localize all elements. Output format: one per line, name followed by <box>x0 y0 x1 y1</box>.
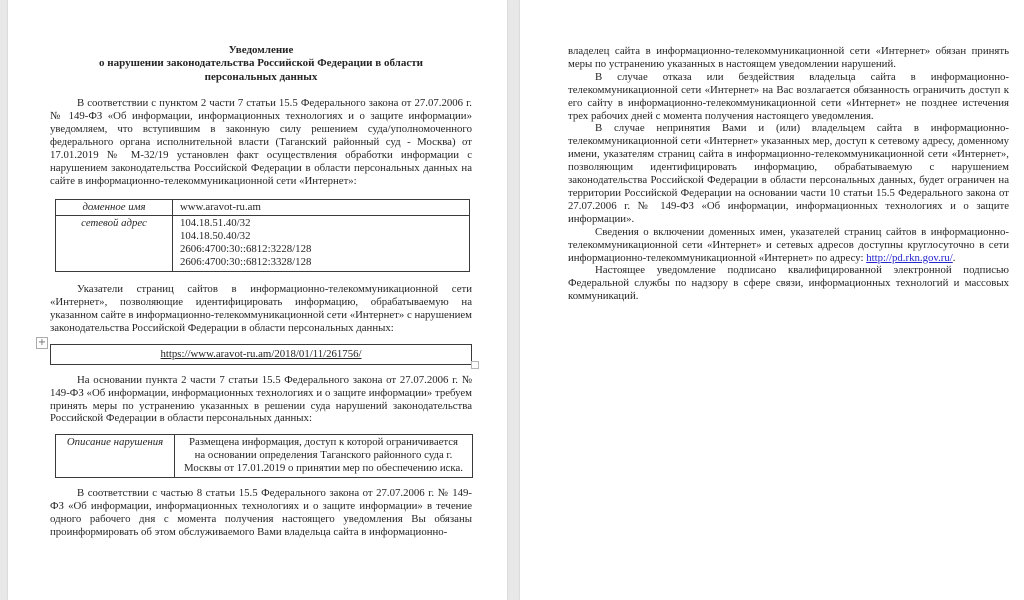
page-1 <box>8 0 507 600</box>
domain-name-label: доменное имя <box>56 199 173 216</box>
paragraph-access-restriction: В случае непринятия Вами и (или) владельцем сайта в информационно-телекоммуникационной сети «Интернет» указанных мер, доступ к сетевому адресу, доменному имени, указателям страниц сайта в информационно-телекоммуникационной сети «Интернет», позволяющим идентифицировать информацию, обрабатываемую с нарушением законодательства Российской Федерации в области персональных данных, будет ограничен на территории Российской Федерации на основании части 10 статьи 15.5 Федерального закона от 27.07.2006 г. № 149-ФЗ «Об информации, информационных технологиях и о защите информации». <box>568 122 1009 225</box>
table-move-handle-icon[interactable] <box>36 337 48 349</box>
violation-table <box>55 434 473 478</box>
page-2 <box>520 0 1024 600</box>
paragraph-signature-note: Настоящее уведомление подписано квалифицированной электронной подписью Федеральной службы по надзору в сфере связи, информационных технологий и массовых коммуникаций. <box>568 264 1009 303</box>
network-address-label: сетевой адрес <box>56 216 173 272</box>
table-row-violation <box>56 435 473 478</box>
violating-page-url-link[interactable]: https://www.aravot-ru.am/2018/01/11/261756/ <box>160 347 362 360</box>
table-row-network-address <box>56 216 470 272</box>
page-2-content <box>568 45 1009 303</box>
violation-description-label: Описание нарушения <box>56 435 175 478</box>
plus-cross-glyph: + <box>37 336 47 348</box>
url-table-cell <box>50 344 472 365</box>
paragraph-continuation: владелец сайта в информационно-телекоммуникационной сети «Интернет» обязан принять меры по устранению указанных в настоящем уведомлении нарушений. <box>568 45 1009 70</box>
violation-description-text: Размещена информация, доступ к которой ограничивается на основании определения Таганского районного суда г. Москвы от 17.01.2019 о принятии мер по обеспечению иска. <box>175 435 473 478</box>
network-address-values: 104.18.51.40/32 104.18.50.40/32 2606:4700:30::6812:3228/128 2606:4700:30::6812:3328/128 <box>173 216 470 272</box>
paragraph-demand: На основании пункта 2 части 7 статьи 15.5 Федерального закона от 27.07.2006 г. № 149-ФЗ «Об информации, информационных технологиях и о защите информации» требуем принять меры по устранению указанных в решении суда нарушений законодательства Российской Федерации в области персональных данных: <box>50 373 472 425</box>
site-info-table <box>55 199 470 273</box>
domain-name-value: www.aravot-ru.am <box>173 199 470 216</box>
paragraph-inform-owner: В соответствии с частью 8 статьи 15.5 Федерального закона от 27.07.2006 г. № 149-ФЗ «Об информации, информационных технологиях и о защите информации» в течение одного рабочего дня с момента получения настоящего уведомления Вы обязаны проинформировать об этом обслуживаемого Вами владельца сайта в информационно- <box>50 487 472 538</box>
paragraph-registry-info <box>568 226 1009 265</box>
rkn-registry-link[interactable]: http://pd.rkn.gov.ru/ <box>866 251 953 264</box>
paragraph-intro: В соответствии с пунктом 2 части 7 статьи 15.5 Федерального закона от 27.07.2006 г. № 149-ФЗ «Об информации, информационных технологиях и о защите информации» уведомляем, что вступившим в законную силу решением суда/уполномоченного федерального органа исполнительной власти (Таганский районный суд - Москва) от 17.01.2019 № М-32/19 установлен факт осуществления обработки информации с нарушением законодательства Российской Федерации в области персональных данных на сайте в информационно-телекоммуникационной сети «Интернет»: <box>50 97 472 187</box>
registry-info-text: Сведения о включении доменных имен, указателей страниц сайтов в информационно-телекоммуникационной сети «Интернет» и сетевых адресов доступны круглосуточно в сети информационно-телекоммуникационной «Интернет» по адресу: <box>568 225 1009 264</box>
url-table <box>37 336 472 365</box>
document-title: Уведомление о нарушении законодательства Российской Федерации в области персональных данных <box>99 44 423 83</box>
table-row-domain <box>56 199 470 216</box>
registry-info-suffix: . <box>952 251 956 264</box>
page-1-content <box>37 44 472 539</box>
paragraph-url-intro: Указатели страниц сайтов в информационно-телекоммуникационной сети «Интернет», позволяющие идентифицировать информацию, обрабатываемую на указанном сайте в информационно-телекоммуникационной сети «Интернет» с нарушением законодательства Российской Федерации в области персональных данных: <box>50 283 472 334</box>
table-resize-handle-icon[interactable] <box>471 361 479 369</box>
paragraph-refusal-consequence: В случае отказа или бездействия владельца сайта в информационно-телекоммуникационной сети «Интернет» на Вас возлагается обязанность ограничить доступ к его сайту в информационно-телекоммуникационной сети «Интернет» не позднее истечения трех рабочих дней с момента получения настоящего уведомления. <box>568 70 1009 122</box>
